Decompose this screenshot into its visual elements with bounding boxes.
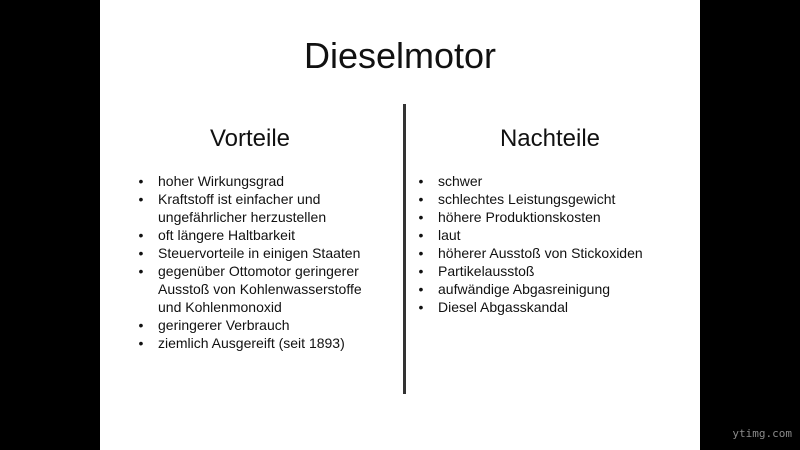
list-item	[134, 172, 384, 190]
bullet-icon: •	[138, 173, 144, 189]
list-item	[414, 190, 684, 208]
advantages-list	[134, 172, 384, 352]
list-item-text: Kraftstoff ist einfacher und ungefährlicher herzustellen	[158, 191, 327, 225]
list-item	[414, 226, 684, 244]
disadvantages-list	[414, 172, 684, 316]
bullet-icon: •	[418, 263, 424, 279]
list-item	[414, 208, 684, 226]
list-item	[414, 262, 684, 280]
bullet-icon: •	[418, 281, 424, 297]
bullet-icon: •	[138, 335, 144, 351]
list-item-text: schwer	[438, 173, 483, 189]
bullet-icon: •	[418, 209, 424, 225]
list-item-text: schlechtes Leistungsgewicht	[438, 191, 616, 207]
bullet-icon: •	[138, 317, 144, 333]
bullet-icon: •	[418, 191, 424, 207]
list-item-text: geringerer Verbrauch	[158, 317, 290, 333]
list-item	[134, 334, 384, 352]
list-item	[134, 262, 384, 316]
bullet-icon: •	[138, 263, 144, 279]
list-item-text: ziemlich Ausgereift (seit 1893)	[158, 335, 345, 351]
list-item-text: oft längere Haltbarkeit	[158, 227, 295, 243]
list-item-text: höhere Produktionskosten	[438, 209, 601, 225]
bullet-icon: •	[138, 245, 144, 261]
slide	[100, 0, 700, 450]
disadvantages-heading: Nachteile	[499, 125, 601, 152]
list-item-text: hoher Wirkungsgrad	[158, 173, 285, 189]
list-item-text: gegenüber Ottomotor geringerer Ausstoß von Kohlenwasserstoffe und Kohlenmonoxid	[158, 263, 362, 315]
bullet-icon: •	[418, 173, 424, 189]
list-item	[414, 244, 684, 262]
list-item-text: Diesel Abgasskandal	[438, 299, 568, 315]
bullet-icon: •	[418, 299, 424, 315]
watermark: ytimg.com	[732, 427, 792, 440]
list-item-text: höherer Ausstoß von Stickoxiden	[438, 245, 643, 261]
bullet-icon: •	[418, 245, 424, 261]
list-item-text: Partikelausstoß	[438, 263, 535, 279]
advantages-heading: Vorteile	[209, 125, 291, 152]
column-divider	[403, 104, 406, 394]
bullet-icon: •	[418, 227, 424, 243]
list-item	[134, 226, 384, 244]
bullet-icon: •	[138, 191, 144, 207]
list-item-text: laut	[438, 227, 461, 243]
list-item	[414, 298, 684, 316]
list-item	[134, 244, 384, 262]
list-item	[134, 316, 384, 334]
bullet-icon: •	[138, 227, 144, 243]
list-item	[414, 280, 684, 298]
list-item	[414, 172, 684, 190]
slide-title: Dieselmotor	[303, 35, 497, 76]
list-item-text: aufwändige Abgasreinigung	[438, 281, 611, 297]
list-item-text: Steuervorteile in einigen Staaten	[158, 245, 361, 261]
list-item	[134, 190, 384, 226]
